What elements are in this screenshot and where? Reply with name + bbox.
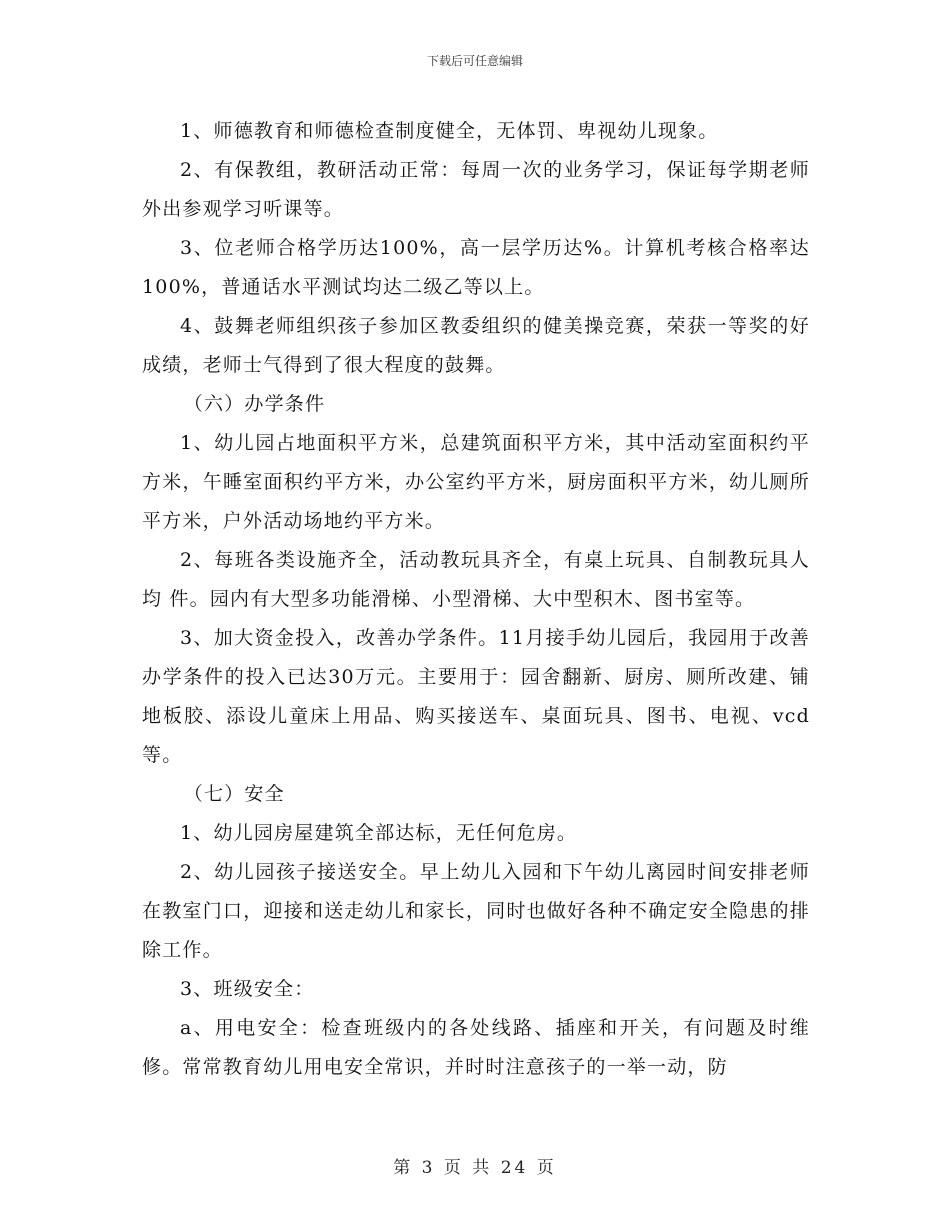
paragraph-facilities: 2、每班各类设施齐全，活动教玩具齐全，有桌上玩具、自制教玩具人均 件。园内有大型多功能滑梯、小型滑梯、大中型积木、图书室等。 xyxy=(142,549,810,610)
paragraph-area: 1、幼儿园占地面积平方米，总建筑面积平方米，其中活动室面积约平方米，午睡室面积约平方米，办公室约平方米，厨房面积平方米，幼儿厕所平方米，户外活动场地约平方米。 xyxy=(142,432,810,532)
paragraph-electric-safety: a、用电安全：检查班级内的各处线路、插座和开关，有问题及时维修。常常教育幼儿用电安全常识，并时时注意孩子的一举一动，防 xyxy=(142,1017,810,1078)
page-header: 下载后可任意编辑 xyxy=(426,54,523,68)
section-heading-school-conditions: （六）办学条件 xyxy=(183,393,326,415)
paragraph-teacher-ethics: 1、师德教育和师德检查制度健全，无体罚、卑视幼儿现象。 xyxy=(180,120,719,142)
section-heading-safety: （七）安全 xyxy=(183,783,285,805)
paragraph-teaching-group: 2、有保教组，教研活动正常：每周一次的业务学习，保证每学期老师外出参观学习听课等。 xyxy=(142,159,810,220)
paragraph-class-safety: 3、班级安全： xyxy=(180,978,315,1000)
paragraph-pickup: 2、幼儿园孩子接送安全。早上幼儿入园和下午幼儿离园时间安排老师在教室门口，迎接和送走幼儿和家长，同时也做好各种不确定安全隐患的排除工作。 xyxy=(142,861,810,961)
page-footer: 第 3 页 共 24 页 xyxy=(393,1158,557,1178)
paragraph-competition: 4、鼓舞老师组织孩子参加区教委组织的健美操竞赛，荣获一等奖的好成绩，老师士气得到了很大程度的鼓舞。 xyxy=(142,315,810,376)
paragraph-qualification: 3、位老师合格学历达100%，高一层学历达%。计算机考核合格率达100%，普通话水平测试均达二级乙等以上。 xyxy=(142,237,810,298)
paragraph-buildings: 1、幼儿园房屋建筑全部达标，无任何危房。 xyxy=(180,822,578,844)
document-body xyxy=(142,112,810,1087)
paragraph-investment: 3、加大资金投入，改善办学条件。11月接手幼儿园后，我园用于改善办学条件的投入已达30万元。主要用于：园舍翻新、厨房、厕所改建、铺地板胶、添设儿童床上用品、购买接送车、桌面玩具、图书、电视、vcd等。 xyxy=(142,627,810,766)
